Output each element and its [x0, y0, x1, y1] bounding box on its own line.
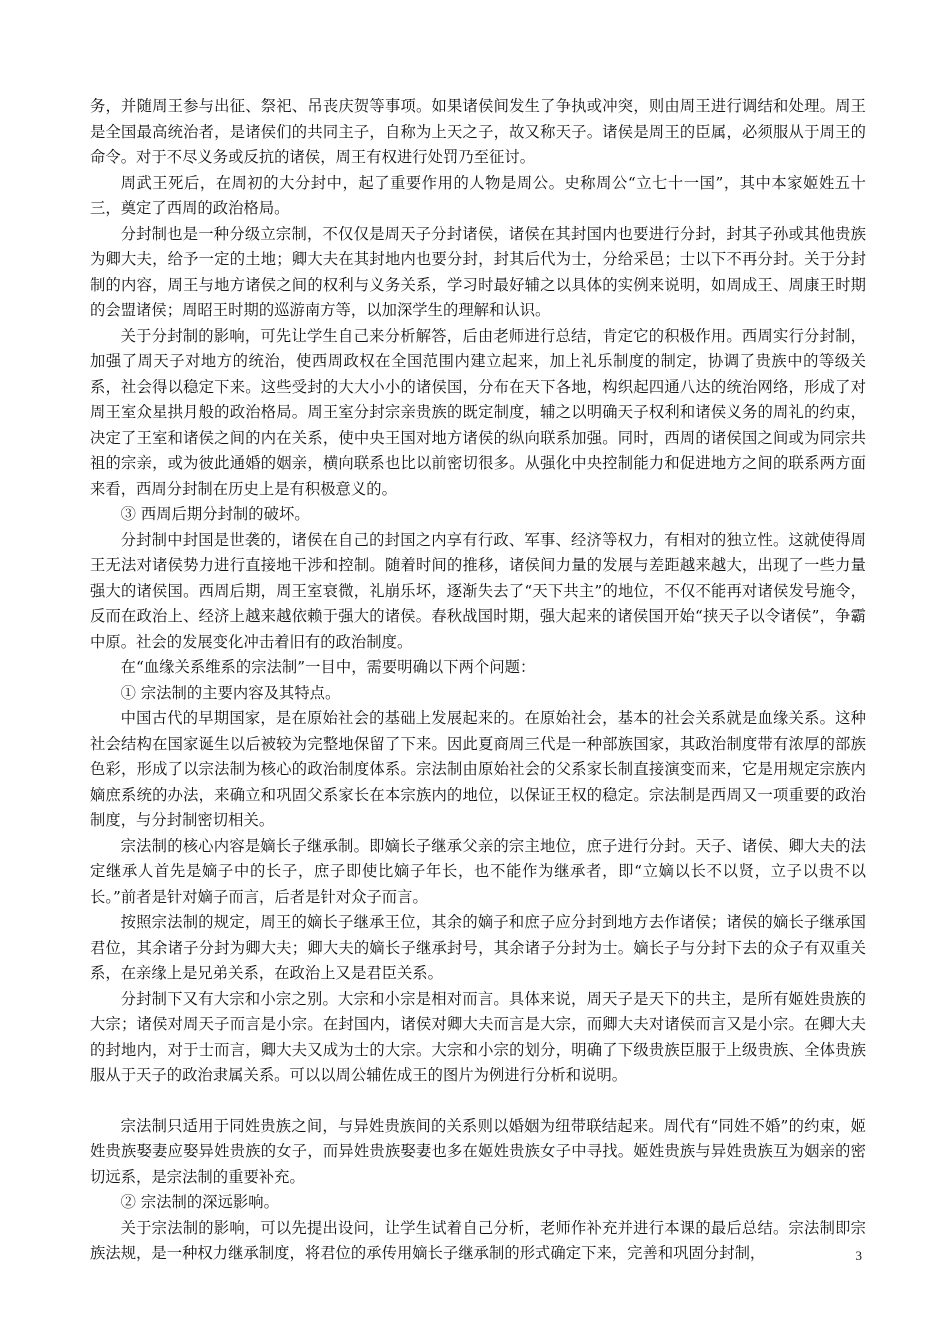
paragraph-11: 宗法制只适用于同姓贵族之间，与异姓贵族间的关系则以婚姻为纽带联结起来。周代有“同姓不婚”的约束，姬姓贵族娶妻应娶异姓贵族的女子，而异姓贵族娶妻也多在姬姓贵族女子中寻找。姬姓贵族与异姓贵族互为姻亲的密切远系，是宗法制的重要补充。: [90, 1116, 866, 1186]
paragraph-gap: [90, 1089, 866, 1114]
paragraph-8: 宗法制的核心内容是嫡长子继承制。即嫡长子继承父亲的宗主地位，庶子进行分封。天子、诸侯、卿大夫的法定继承人首先是嫡子中的长子，庶子即使比嫡子年长，也不能作为继承者，即“立嫡以长不以贤，立子以贵不以长。”前者是针对嫡子而言，后者是针对众子而言。: [90, 836, 866, 906]
paragraph-5: 分封制中封国是世袭的，诸侯在自己的封国之内享有行政、军事、经济等权力，有相对的独立性。这就使得周王无法对诸侯势力进行直接地干涉和控制。随着时间的推移，诸侯间力量的发展与差距越来越大，出现了一些力量强大的诸侯国。西周后期，周王室衰微，礼崩乐坏，逐渐失去了“天下共主”的地位，不仅不能再对诸侯发号施令，反而在政治上、经济上越来越依赖于强大的诸侯。春秋战国时期，强大起来的诸侯国开始“挟天子以令诸侯”，争霸中原。社会的发展变化冲击着旧有的政治制度。: [90, 530, 866, 651]
paragraph-9: 按照宗法制的规定，周王的嫡长子继承王位，其余的嫡子和庶子应分封到地方去作诸侯；诸侯的嫡长子继承国君位，其余诸子分封为卿大夫；卿大夫的嫡长子继承封号，其余诸子分封为士。嫡长子与分封下去的众子有双重关系，在亲缘上是兄弟关系，在政治上又是君臣关系。: [90, 913, 866, 982]
paragraph-10: 分封制下又有大宗和小宗之别。大宗和小宗是相对而言。具体来说，周天子是天下的共主，是所有姬姓贵族的大宗；诸侯对周天子而言是小宗。在封国内，诸侯对卿大夫而言是大宗，而卿大夫对诸侯而言又是小宗。在卿大夫的封地内，对于士而言，卿大夫又成为士的大宗。大宗和小宗的划分，明确了下级贵族臣服于上级贵族、全体贵族服从于天子的政治隶属关系。可以以周公辅佐成王的图片为例进行分析和说明。: [90, 989, 866, 1084]
paragraph-2: 周武王死后，在周初的大分封中，起了重要作用的人物是周公。史称周公“立七十一国”，其中本家姬姓五十三，奠定了西周的政治格局。: [90, 173, 866, 217]
section-heading-2: ② 宗法制的深远影响。: [120, 1193, 279, 1211]
paragraph-4: 关于分封制的影响，可先让学生自己来分析解答，后由老师进行总结，肯定它的积极作用。西周实行分封制，加强了周天子对地方的统治，使西周政权在全国范围内建立起来，加上礼乐制度的制定，协调了贵族中的等级关系，社会得以稳定下来。这些受封的大大小小的诸侯国，分布在天下各地，构织起四通八达的统治网络，形成了对周王室众星拱月般的政治格局。周王室分封宗亲贵族的既定制度，辅之以明确天子权利和诸侯义务的周礼的约束，决定了王室和诸侯之间的内在关系，使中央王国对地方诸侯的纵向联系加强。同时，西周的诸侯国之间或为同宗共祖的宗亲，或为彼此通婚的姻亲，横向联系也比以前密切很多。从强化中央控制能力和促进地方之间的联系两方面来看，西周分封制在历史上是有积极意义的。: [90, 326, 866, 498]
paragraph-3: 分封制也是一种分级立宗制，不仅仅是周天子分封诸侯，诸侯在其封国内也要进行分封，封其子孙或其他贵族为卿大夫，给予一定的土地；卿大夫在其封地内也要分封，封其后代为士，分给采邑；士以下不再分封。关于分封制的内容，周王与地方诸侯之间的权利与义务关系，学习时最好辅之以具体的实例来说明，如周成王、周康王时期的会盟诸侯；周昭王时期的巡游南方等，以加深学生的理解和认识。: [90, 224, 866, 319]
page-number: 3: [855, 1248, 862, 1263]
paragraph-7: 中国古代的早期国家，是在原始社会的基础上发展起来的。在原始社会，基本的社会关系就是血缘关系。这种社会结构在国家诞生以后被较为完整地保留了下来。因此夏商周三代是一种部族国家，其政治制度带有浓厚的部族色彩，形成了以宗法制为核心的政治制度体系。宗法制由原始社会的父系家长制直接演变而来，它是用规定宗族内嫡庶系统的办法，来确立和巩固父系家长在本宗族内的地位，以保证王权的稳定。宗法制是西周又一项重要的政治制度，与分封制密切相关。: [90, 709, 866, 829]
paragraph-1: 务，并随周王参与出征、祭祀、吊丧庆贺等事项。如果诸侯间发生了争执或冲突，则由周王进行调结和处理。周王是全国最高统治者，是诸侯们的共同主子，自称为上天之子，故又称天子。诸侯是周王的臣属，必须服从于周王的命令。对于不尽义务或反抗的诸侯，周王有权进行处罚乃至征讨。: [90, 97, 866, 166]
document-body: [90, 94, 866, 1267]
paragraph-6: 在“血缘关系维系的宗法制”一目中，需要明确以下两个问题：: [120, 658, 536, 676]
section-heading-1: ① 宗法制的主要内容及其特点。: [120, 683, 341, 702]
paragraph-12: 关于宗法制的影响，可以先提出设问，让学生试着自己分析，老师作补充并进行本课的最后总结。宗法制即宗族法规，是一种权力继承制度，将君位的承传用嫡长子继承制的形式确定下来，完善和巩固分封制，: [90, 1218, 866, 1262]
section-heading-3: ③ 西周后期分封制的破坏。: [120, 505, 310, 523]
